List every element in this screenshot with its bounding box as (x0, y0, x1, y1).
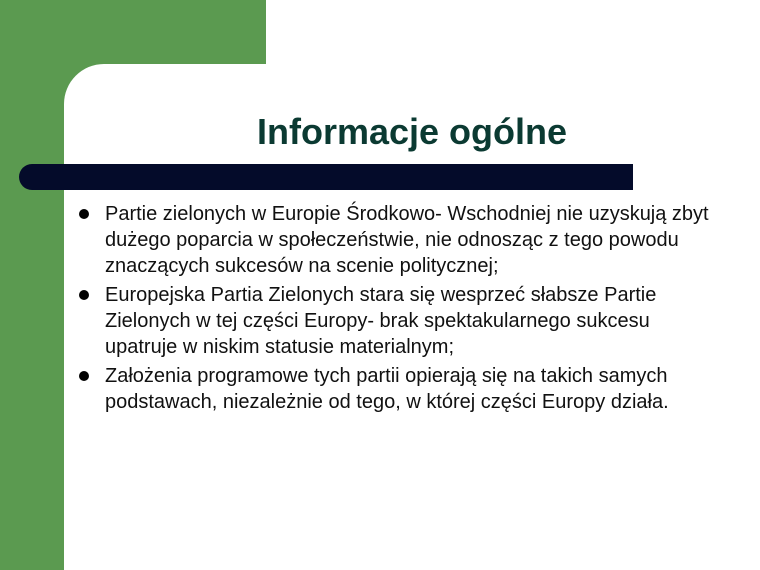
bullet-dot-icon (79, 371, 89, 381)
bullet-item (76, 363, 716, 415)
bullet-text: Partie zielonych w Europie Środkowo- Wschodniej nie uzyskują zbyt dużego poparcia w społeczeństwie, nie odnosząc z tego powodu znaczących sukcesów na scenie politycznej; (105, 203, 709, 277)
bullet-item (76, 201, 716, 279)
slide-title: Informacje ogólne (256, 111, 568, 152)
title-underline-bar (19, 164, 633, 190)
green-left-band (0, 0, 64, 570)
bullet-text: Założenia programowe tych partii opierają się na takich samych podstawach, niezależnie od tego, w której części Europy działa. (105, 365, 669, 413)
bullet-dot-icon (79, 290, 89, 300)
bullet-text: Europejska Partia Zielonych stara się wesprzeć słabsze Partie Zielonych w tej części Europy- brak spektakularnego sukcesu upatruje w niskim statusie materialnym; (105, 284, 657, 358)
bullet-dot-icon (79, 209, 89, 219)
bullet-item (76, 282, 716, 360)
bullet-list (76, 201, 716, 418)
